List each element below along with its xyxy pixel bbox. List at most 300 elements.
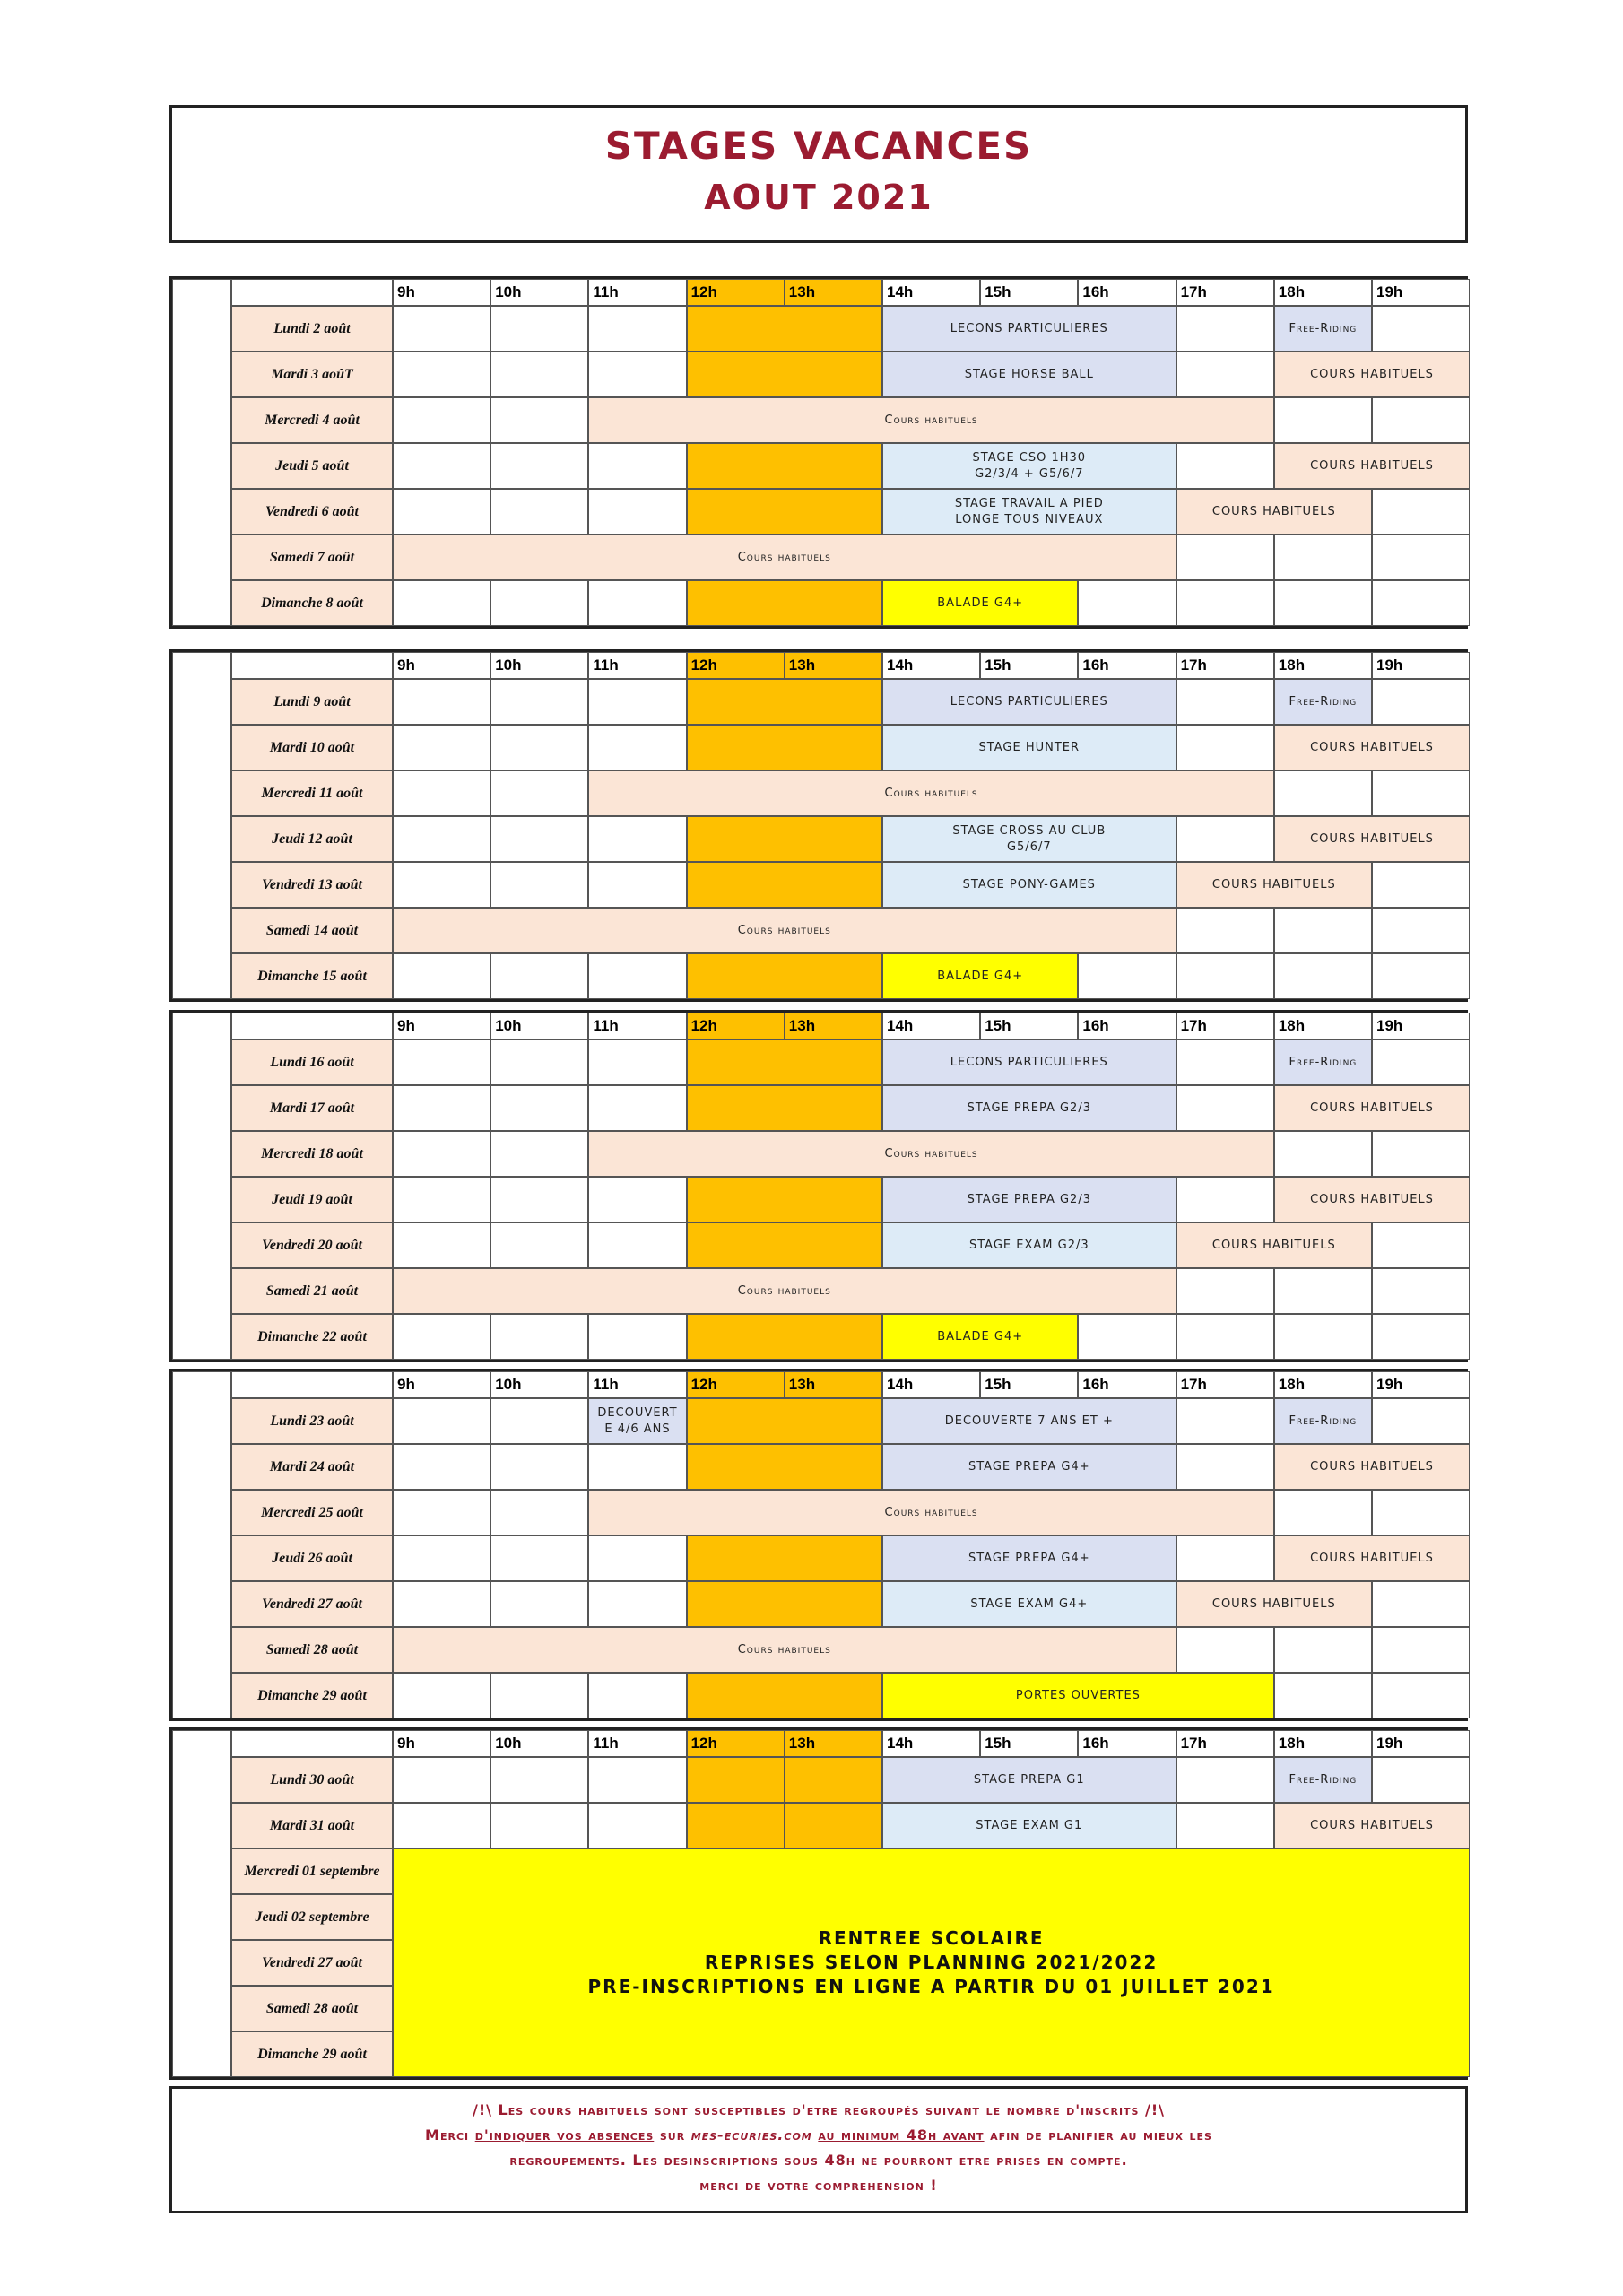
hour-header: 16h [1078,279,1176,306]
header-blank-cell [231,1371,393,1398]
header-blank-cell [231,279,393,306]
empty-slot [1274,397,1372,443]
activity-block: Free-Riding [1274,1039,1372,1085]
day-label: Mercredi 25 août [231,1490,393,1535]
activity-block: COURS HABITUELS [1176,489,1372,535]
empty-slot [1176,908,1274,953]
hour-header: 11h [588,1730,686,1757]
empty-slot [393,1314,490,1360]
hour-header: 11h [588,652,686,679]
activity-block: COURS HABITUELS [1176,1222,1372,1268]
activity-block: COURS HABITUELS [1274,1803,1470,1848]
empty-slot [588,1803,686,1848]
hour-header: 13h [785,1730,882,1757]
empty-slot [588,1085,686,1131]
activity-block: STAGE PREPA G4+ [882,1535,1176,1581]
activity-block: STAGE HUNTER [882,725,1176,770]
empty-slot [490,580,588,626]
header-blank-cell [231,652,393,679]
hour-header: 14h [882,1730,980,1757]
week-table [169,276,1468,629]
empty-slot [1176,1444,1274,1490]
hour-header: 10h [490,1013,588,1039]
week-side-strip [172,1730,231,2077]
day-label: Dimanche 29 août [231,2031,393,2077]
empty-slot [588,816,686,862]
empty-slot [393,397,490,443]
empty-slot [1176,580,1274,626]
activity-block: STAGE TRAVAIL A PIED LONGE TOUS NIVEAUX [882,489,1176,535]
empty-slot [1372,1039,1470,1085]
empty-slot [1372,1268,1470,1314]
empty-slot [1176,1314,1274,1360]
empty-slot [393,953,490,999]
empty-slot [393,489,490,535]
empty-slot [1372,1222,1470,1268]
lunch-break-block [687,1039,882,1085]
empty-slot [393,816,490,862]
empty-slot [393,725,490,770]
empty-slot [1372,908,1470,953]
activity-block: Cours habituels [393,1268,1176,1314]
day-label: Lundi 23 août [231,1398,393,1444]
activity-block: BALADE G4+ [882,1314,1078,1360]
empty-slot [393,1177,490,1222]
hour-header: 19h [1372,279,1470,306]
empty-slot [588,1222,686,1268]
empty-slot [490,953,588,999]
lunch-break-block [687,1757,785,1803]
day-label: Samedi 28 août [231,1627,393,1673]
empty-slot [588,862,686,908]
empty-slot [490,1490,588,1535]
empty-slot [1078,580,1176,626]
activity-block: STAGE EXAM G2/3 [882,1222,1176,1268]
activity-block: COURS HABITUELS [1176,1581,1372,1627]
day-label: Samedi 7 août [231,535,393,580]
empty-slot [1078,1314,1176,1360]
empty-slot [490,1444,588,1490]
activity-block: Free-Riding [1274,679,1372,725]
empty-slot [490,1673,588,1718]
empty-slot [393,306,490,352]
hour-header: 15h [980,1730,1078,1757]
empty-slot [490,352,588,397]
empty-slot [588,1444,686,1490]
hour-header: 15h [980,652,1078,679]
empty-slot [1372,306,1470,352]
empty-slot [490,1757,588,1803]
day-label: Samedi 14 août [231,908,393,953]
day-label: Dimanche 15 août [231,953,393,999]
lunch-break-block [687,1581,882,1627]
hour-header: 13h [785,652,882,679]
activity-block: COURS HABITUELS [1274,725,1470,770]
activity-block: PORTES OUVERTES [882,1673,1274,1718]
empty-slot [588,725,686,770]
page-subtitle: AOUT 2021 [704,178,933,217]
day-label: Mercredi 11 août [231,770,393,816]
activity-block: STAGE CROSS AU CLUB G5/6/7 [882,816,1176,862]
week-table [169,1010,1468,1362]
hour-header: 9h [393,1013,490,1039]
empty-slot [1372,953,1470,999]
hour-header: 15h [980,279,1078,306]
lunch-break-block [687,1444,882,1490]
empty-slot [393,580,490,626]
empty-slot [588,1535,686,1581]
empty-slot [393,443,490,489]
hour-header: 16h [1078,1371,1176,1398]
empty-slot [490,306,588,352]
empty-slot [393,1222,490,1268]
empty-slot [1176,1085,1274,1131]
day-label: Mercredi 01 septembre [231,1848,393,1894]
activity-block: STAGE PREPA G2/3 [882,1085,1176,1131]
lunch-break-block [687,1314,882,1360]
empty-slot [1372,580,1470,626]
week-side-strip [172,652,231,999]
empty-slot [1176,1268,1274,1314]
empty-slot [1274,1627,1372,1673]
activity-block: Cours habituels [588,1131,1273,1177]
empty-slot [393,1039,490,1085]
empty-slot [1274,580,1372,626]
day-label: Jeudi 19 août [231,1177,393,1222]
hour-header: 19h [1372,1730,1470,1757]
day-label: Lundi 30 août [231,1757,393,1803]
empty-slot [490,1398,588,1444]
day-label: Samedi 21 août [231,1268,393,1314]
day-label: Jeudi 12 août [231,816,393,862]
note-emphasis: d'indiquer vos absences [474,2126,655,2144]
activity-block: COURS HABITUELS [1274,1535,1470,1581]
day-label: Vendredi 20 août [231,1222,393,1268]
activity-block: Cours habituels [588,397,1273,443]
lunch-break-block [687,1673,882,1718]
activity-block: STAGE PREPA G4+ [882,1444,1176,1490]
empty-slot [393,1803,490,1848]
hour-header: 12h [687,279,785,306]
activity-block: STAGE EXAM G1 [882,1803,1176,1848]
empty-slot [588,1314,686,1360]
activity-block: Cours habituels [393,1627,1176,1673]
empty-slot [588,352,686,397]
empty-slot [1274,1268,1372,1314]
day-label: Mardi 24 août [231,1444,393,1490]
hour-header: 17h [1176,279,1274,306]
empty-slot [490,770,588,816]
note-emphasis: au minimum 48h avant [818,2126,985,2144]
empty-slot [588,679,686,725]
empty-slot [1176,1039,1274,1085]
hour-header: 13h [785,1371,882,1398]
week-table [169,649,1468,1002]
hour-header: 12h [687,652,785,679]
lunch-break-block [687,953,882,999]
rentree-banner: RENTREE SCOLAIRE REPRISES SELON PLANNING 2021/2022 PRE-INSCRIPTIONS EN LIGNE A PARTIR DU 01 JUILLET 2021 [393,1848,1470,2077]
empty-slot [1176,1177,1274,1222]
empty-slot [1176,1535,1274,1581]
activity-block: Cours habituels [393,535,1176,580]
empty-slot [393,1398,490,1444]
hour-header: 17h [1176,1013,1274,1039]
activity-block: COURS HABITUELS [1274,443,1470,489]
activity-block: STAGE CSO 1H30 G2/3/4 + G5/6/7 [882,443,1176,489]
empty-slot [588,1757,686,1803]
activity-block: DECOUVERTE 7 ANS ET + [882,1398,1176,1444]
empty-slot [393,1131,490,1177]
empty-slot [1176,725,1274,770]
day-label: Vendredi 13 août [231,862,393,908]
hour-header: 9h [393,1371,490,1398]
activity-block: Free-Riding [1274,1398,1372,1444]
empty-slot [1372,679,1470,725]
day-label: Jeudi 02 septembre [231,1894,393,1940]
day-label: Samedi 28 août [231,1986,393,2031]
empty-slot [490,1039,588,1085]
lunch-break-block [687,1085,882,1131]
activity-block: Cours habituels [393,908,1176,953]
hour-header: 10h [490,1371,588,1398]
empty-slot [490,679,588,725]
empty-slot [490,443,588,489]
day-label: Vendredi 27 août [231,1940,393,1986]
hour-header: 19h [1372,1371,1470,1398]
note-text: afin de planifier au mieux les [984,2126,1212,2144]
empty-slot [490,1222,588,1268]
empty-slot [393,1581,490,1627]
empty-slot [1176,306,1274,352]
hour-header: 14h [882,1013,980,1039]
lunch-break-block [785,1757,882,1803]
empty-slot [1274,1131,1372,1177]
empty-slot [1078,953,1176,999]
hour-header: 15h [980,1013,1078,1039]
empty-slot [1176,535,1274,580]
empty-slot [393,679,490,725]
empty-slot [393,1444,490,1490]
empty-slot [588,443,686,489]
day-label: Mercredi 18 août [231,1131,393,1177]
lunch-break-block [687,725,882,770]
day-label: Lundi 2 août [231,306,393,352]
hour-header: 11h [588,1371,686,1398]
hour-header: 17h [1176,1371,1274,1398]
empty-slot [1176,1803,1274,1848]
lunch-break-block [687,1803,785,1848]
lunch-break-block [687,1535,882,1581]
note-line-1: /!\ Les cours habituels sont susceptibles d'etre regroupés suivant le nombre d'inscrits /!\ [472,2101,1166,2118]
activity-block: COURS HABITUELS [1274,1085,1470,1131]
activity-block: Cours habituels [588,1490,1273,1535]
hour-header: 14h [882,1371,980,1398]
empty-slot [490,489,588,535]
empty-slot [588,1177,686,1222]
lunch-break-block [785,1803,882,1848]
hour-header: 11h [588,279,686,306]
lunch-break-block [687,489,882,535]
lunch-break-block [687,1222,882,1268]
hour-header: 9h [393,652,490,679]
note-text: sur [654,2126,691,2144]
header-blank-cell [231,1013,393,1039]
activity-block: STAGE PREPA G2/3 [882,1177,1176,1222]
lunch-break-block [687,862,882,908]
empty-slot [393,1535,490,1581]
day-label: Mardi 17 août [231,1085,393,1131]
lunch-break-block [687,580,882,626]
activity-block: LECONS PARTICULIERES [882,306,1176,352]
website-link: mes-ecuries.com [690,2126,812,2144]
note-text: Merci [425,2126,475,2144]
activity-block: Free-Riding [1274,1757,1372,1803]
hour-header: 16h [1078,1013,1176,1039]
empty-slot [588,580,686,626]
empty-slot [393,352,490,397]
empty-slot [588,953,686,999]
activity-block: Cours habituels [588,770,1273,816]
empty-slot [1176,816,1274,862]
empty-slot [1372,397,1470,443]
lunch-break-block [687,679,882,725]
day-label: Dimanche 22 août [231,1314,393,1360]
activity-block: LECONS PARTICULIERES [882,1039,1176,1085]
day-label: Jeudi 26 août [231,1535,393,1581]
hour-header: 10h [490,279,588,306]
empty-slot [1372,1757,1470,1803]
empty-slot [1176,1398,1274,1444]
hour-header: 17h [1176,652,1274,679]
hour-header: 9h [393,1730,490,1757]
week-side-strip [172,1013,231,1360]
week-table [169,1727,1468,2080]
empty-slot [1274,1490,1372,1535]
empty-slot [490,1581,588,1627]
hour-header: 15h [980,1371,1078,1398]
activity-block: STAGE EXAM G4+ [882,1581,1176,1627]
empty-slot [1372,1490,1470,1535]
empty-slot [1372,489,1470,535]
empty-slot [1372,1131,1470,1177]
hour-header: 19h [1372,652,1470,679]
title-box [169,105,1468,243]
activity-block: COURS HABITUELS [1274,1177,1470,1222]
hour-header: 18h [1274,1371,1372,1398]
empty-slot [490,1803,588,1848]
empty-slot [490,1085,588,1131]
day-label: Mardi 3 aoûT [231,352,393,397]
hour-header: 19h [1372,1013,1470,1039]
empty-slot [588,489,686,535]
hour-header: 12h [687,1730,785,1757]
header-blank-cell [231,1730,393,1757]
empty-slot [1274,908,1372,953]
activity-block: STAGE HORSE BALL [882,352,1176,397]
empty-slot [490,816,588,862]
hour-header: 14h [882,279,980,306]
week-side-strip [172,1371,231,1718]
lunch-break-block [687,306,882,352]
empty-slot [1176,679,1274,725]
activity-block: COURS HABITUELS [1274,352,1470,397]
empty-slot [1372,862,1470,908]
day-label: Jeudi 5 août [231,443,393,489]
empty-slot [588,1673,686,1718]
empty-slot [490,862,588,908]
empty-slot [393,1673,490,1718]
hour-header: 13h [785,1013,882,1039]
activity-block: COURS HABITUELS [1274,816,1470,862]
empty-slot [1372,1673,1470,1718]
empty-slot [1274,1314,1372,1360]
hour-header: 16h [1078,1730,1176,1757]
empty-slot [1372,535,1470,580]
empty-slot [1176,953,1274,999]
week-side-strip [172,279,231,626]
hour-header: 18h [1274,1730,1372,1757]
empty-slot [1274,770,1372,816]
day-label: Mardi 10 août [231,725,393,770]
hour-header: 9h [393,279,490,306]
note-line-4: merci de votre comprehension ! [699,2177,938,2194]
empty-slot [1176,352,1274,397]
empty-slot [1372,1627,1470,1673]
hour-header: 16h [1078,652,1176,679]
empty-slot [1372,1581,1470,1627]
hour-header: 10h [490,652,588,679]
hour-header: 13h [785,279,882,306]
week-table [169,1369,1468,1721]
empty-slot [393,862,490,908]
empty-slot [393,1490,490,1535]
empty-slot [1274,535,1372,580]
day-label: Lundi 16 août [231,1039,393,1085]
empty-slot [490,1314,588,1360]
activity-block: BALADE G4+ [882,580,1078,626]
day-label: Vendredi 6 août [231,489,393,535]
activity-block: DECOUVERT E 4/6 ANS [588,1398,686,1444]
empty-slot [588,306,686,352]
empty-slot [393,1085,490,1131]
activity-block: Free-Riding [1274,306,1372,352]
hour-header: 18h [1274,1013,1372,1039]
lunch-break-block [687,1398,882,1444]
page-title: STAGES VACANCES [604,124,1033,168]
lunch-break-block [687,816,882,862]
day-label: Dimanche 29 août [231,1673,393,1718]
note-line-3: regroupements. Les desinscriptions sous 48h ne pourront etre prises en compte. [509,2152,1128,2169]
hour-header: 14h [882,652,980,679]
hour-header: 18h [1274,279,1372,306]
activity-block: STAGE PONY-GAMES [882,862,1176,908]
empty-slot [393,1757,490,1803]
activity-block: LECONS PARTICULIERES [882,679,1176,725]
hour-header: 12h [687,1371,785,1398]
hour-header: 11h [588,1013,686,1039]
hour-header: 10h [490,1730,588,1757]
empty-slot [1274,1673,1372,1718]
day-label: Dimanche 8 août [231,580,393,626]
empty-slot [1176,443,1274,489]
empty-slot [490,397,588,443]
empty-slot [490,1535,588,1581]
hour-header: 18h [1274,652,1372,679]
day-label: Mercredi 4 août [231,397,393,443]
hour-header: 12h [687,1013,785,1039]
empty-slot [1274,953,1372,999]
notes-box [169,2086,1468,2213]
